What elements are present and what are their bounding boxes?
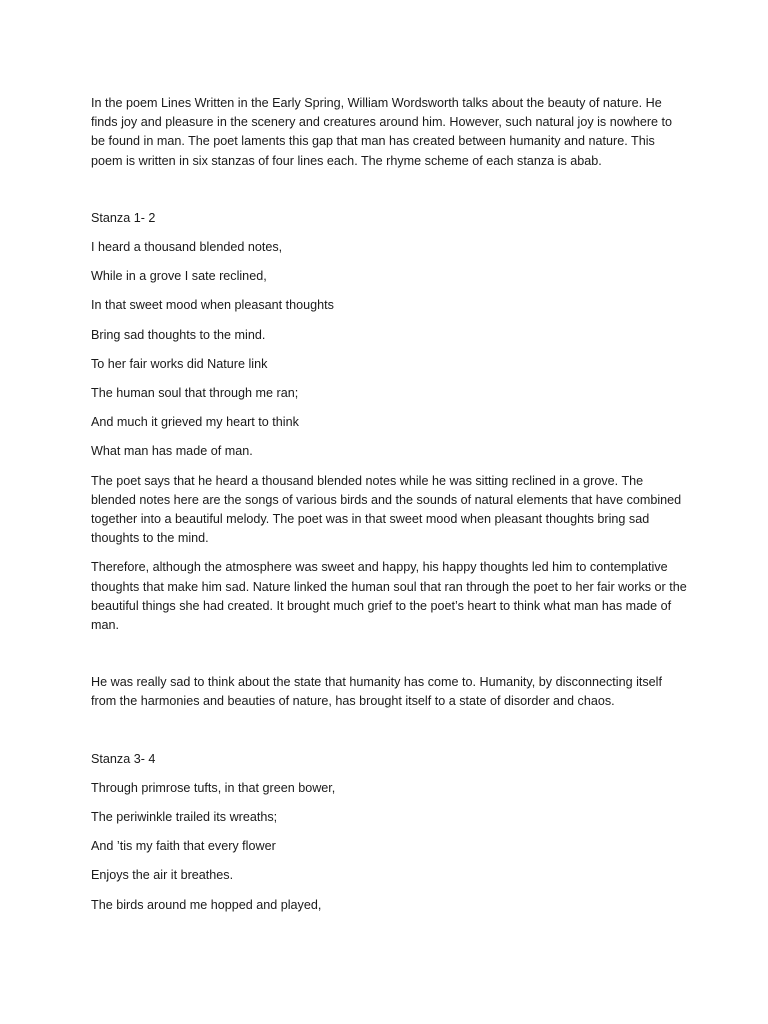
poem-line: What man has made of man. <box>91 444 253 459</box>
poem-line: And much it grieved my heart to think <box>91 415 299 430</box>
intro-paragraph: In the poem Lines Written in the Early Spring, William Wordsworth talks about the beauty of nature. He finds joy and pleasure in the scenery and creatures around him. However, such natural joy is nowhere to be found in man. The poet laments this gap that man has created between humanity and nature. This poem is written in six stanzas of four lines each. The rhyme scheme of each stanza is abab. <box>91 96 673 168</box>
poem-line: While in a grove I sate reclined, <box>91 269 267 284</box>
explanation-paragraph: The poet says that he heard a thousand blended notes while he was sitting reclined in a grove. The blended notes here are the songs of various birds and the sounds of natural elements that have combined together into a beautiful melody. The poet was in that sweet mood when pleasant thoughts bring sad thoughts to the mind. <box>91 473 682 546</box>
section-heading-stanza-3-4: Stanza 3- 4 <box>91 751 156 766</box>
poem-line: The birds around me hopped and played, <box>91 897 322 912</box>
explanation-paragraph: He was really sad to think about the state that humanity has come to. Humanity, by disconnecting itself from the harmonies and beauties of nature, has brought itself to a state of disorder and chaos. <box>91 675 662 709</box>
poem-line: The human soul that through me ran; <box>91 386 299 401</box>
poem-line: And ’tis my faith that every flower <box>91 839 276 854</box>
explanation-paragraph: Therefore, although the atmosphere was sweet and happy, his happy thoughts led him to contemplative thoughts that make him sad. Nature linked the human soul that ran through the poet to her fair works or the beautiful things she had created. It brought much grief to the poet’s heart to think what man has made of man. <box>91 560 687 633</box>
section-heading-stanza-1-2: Stanza 1- 2 <box>91 210 156 225</box>
poem-line: Through primrose tufts, in that green bower, <box>91 780 336 795</box>
poem-excerpt-stanza-1-2 <box>91 238 689 462</box>
poem-line: To her fair works did Nature link <box>91 356 268 371</box>
poem-line: In that sweet mood when pleasant thoughts <box>91 298 334 313</box>
poem-line: The periwinkle trailed its wreaths; <box>91 810 278 825</box>
poem-line: I heard a thousand blended notes, <box>91 240 283 255</box>
poem-excerpt-stanza-3-4 <box>91 779 689 915</box>
poem-line: Bring sad thoughts to the mind. <box>91 327 266 342</box>
document-page <box>91 94 689 925</box>
poem-line: Enjoys the air it breathes. <box>91 868 234 883</box>
